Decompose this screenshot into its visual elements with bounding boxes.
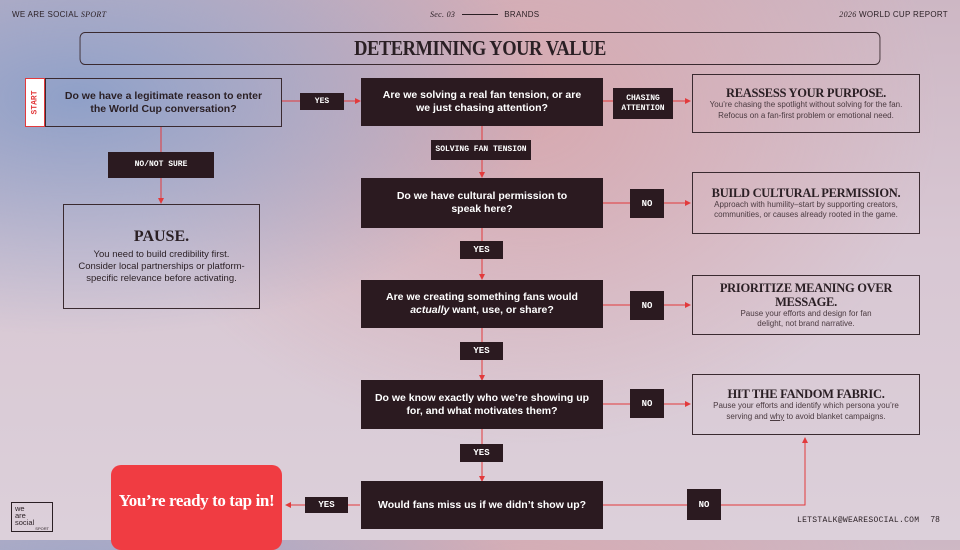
outcome-body: You need to build credibility first. Consider local partnerships or platform-specific relevance before activating. bbox=[78, 249, 245, 284]
question-text: Do we have a legitimate reason to enter the World Cup conversation? bbox=[64, 89, 263, 115]
outcome-body bbox=[707, 401, 905, 422]
report-year: 2026 bbox=[839, 10, 857, 19]
page-title-box bbox=[80, 32, 881, 65]
outcome-heading: PAUSE. bbox=[133, 228, 190, 245]
tag-yes bbox=[300, 93, 344, 110]
tag-no bbox=[630, 189, 664, 218]
brand-sport: SPORT bbox=[80, 10, 107, 19]
we-are-social-logo bbox=[11, 502, 53, 532]
tag-no bbox=[630, 291, 664, 320]
logo-text: we bbox=[15, 504, 25, 513]
page-number: 78 bbox=[930, 515, 940, 524]
section-name: BRANDS bbox=[504, 10, 540, 19]
outcome-ready-to-tap-in bbox=[111, 465, 282, 550]
question-text: Would fans miss us if we didn’t show up? bbox=[377, 498, 587, 511]
tag-chasing-attention bbox=[613, 88, 673, 119]
outcome-body: You’re chasing the spotlight without solving for the fan. Refocus on a fan-first problem or emotional need. bbox=[709, 100, 903, 120]
question-who-showing-up-for bbox=[361, 380, 603, 429]
tag-label: YES bbox=[473, 346, 490, 356]
tag-label: YES bbox=[473, 448, 490, 458]
tag-label: NO bbox=[698, 499, 710, 510]
question-something-fans-want bbox=[361, 280, 603, 328]
logo-text: are bbox=[15, 511, 26, 520]
tag-yes bbox=[460, 241, 503, 259]
outcome-body-text: Pause your efforts and identify which persona you’re serving and bbox=[713, 401, 899, 421]
outcome-fandom-fabric bbox=[692, 374, 920, 435]
tag-label: NO bbox=[641, 198, 653, 209]
section-header bbox=[430, 10, 539, 19]
logo-text: social bbox=[15, 518, 35, 527]
tag-label: SOLVING FAN TENSION bbox=[435, 145, 527, 154]
footer-email[interactable]: LETSTALK@WEARESOCIAL.COM bbox=[796, 516, 920, 525]
page-title: DETERMINING YOUR VALUE bbox=[354, 36, 606, 60]
outcome-pause bbox=[63, 204, 260, 309]
section-number: Sec. 03 bbox=[430, 10, 456, 19]
tag-no bbox=[687, 489, 721, 520]
tag-label: NO bbox=[641, 300, 653, 311]
tag-yes bbox=[460, 342, 503, 360]
tag-no-not-sure bbox=[108, 152, 214, 178]
outcome-prioritize-meaning bbox=[692, 275, 920, 335]
outcome-heading: You’re ready to tap in! bbox=[118, 490, 275, 510]
tag-label: YES bbox=[318, 500, 335, 510]
outcome-body-emphasis: why bbox=[769, 411, 785, 421]
tag-label: CHASING ATTENTION bbox=[621, 93, 665, 113]
tag-yes bbox=[305, 497, 348, 513]
outcome-reassess-purpose bbox=[692, 74, 920, 133]
question-legitimate-reason bbox=[45, 78, 282, 127]
question-cultural-permission bbox=[361, 178, 603, 228]
question-text-line2: want, use, or share? bbox=[452, 304, 554, 316]
tag-label: YES bbox=[314, 96, 330, 106]
tag-no bbox=[630, 389, 664, 418]
start-label: START bbox=[30, 90, 40, 115]
outcome-heading: PRIORITIZE MEANING OVER MESSAGE. bbox=[719, 280, 893, 309]
footer-contact bbox=[797, 515, 940, 525]
start-tab bbox=[25, 78, 45, 127]
question-text: Are we solving a real fan tension, or are we just chasing attention? bbox=[382, 89, 582, 114]
report-header bbox=[839, 10, 948, 19]
outcome-body: Approach with humility–start by supporting creators, communities, or causes already rooted in the game. bbox=[714, 199, 898, 219]
report-title: WORLD CUP REPORT bbox=[859, 10, 948, 19]
question-text: Do we have cultural permission to speak here? bbox=[396, 190, 568, 215]
outcome-body: Pause your efforts and design for fan delight, not brand narrative. bbox=[740, 308, 872, 328]
outcome-heading: BUILD CULTURAL PERMISSION. bbox=[711, 185, 901, 200]
tag-label: NO/NOT SURE bbox=[134, 160, 188, 169]
tag-label: NO bbox=[641, 398, 653, 409]
brand-header bbox=[12, 10, 106, 19]
brand-name: WE ARE SOCIAL bbox=[12, 10, 79, 19]
question-text: Do we know exactly who we’re showing up for, and what motivates them? bbox=[374, 391, 590, 417]
tag-label: YES bbox=[473, 245, 490, 255]
outcome-heading: HIT THE FANDOM FABRIC. bbox=[727, 387, 885, 401]
tag-solving-fan-tension bbox=[431, 140, 531, 160]
outcome-build-cultural-permission bbox=[692, 172, 920, 234]
question-text-line1: Are we creating something fans would bbox=[386, 291, 578, 303]
section-divider bbox=[462, 14, 498, 15]
outcome-heading: REASSESS YOUR PURPOSE. bbox=[726, 86, 886, 100]
outcome-body-text: to avoid blanket campaigns. bbox=[786, 411, 886, 421]
tag-yes bbox=[460, 444, 503, 462]
question-fan-tension bbox=[361, 78, 603, 126]
question-would-fans-miss-us bbox=[361, 481, 603, 529]
logo-subtext: SPORT bbox=[35, 526, 49, 531]
question-emphasis: actually bbox=[410, 304, 450, 316]
